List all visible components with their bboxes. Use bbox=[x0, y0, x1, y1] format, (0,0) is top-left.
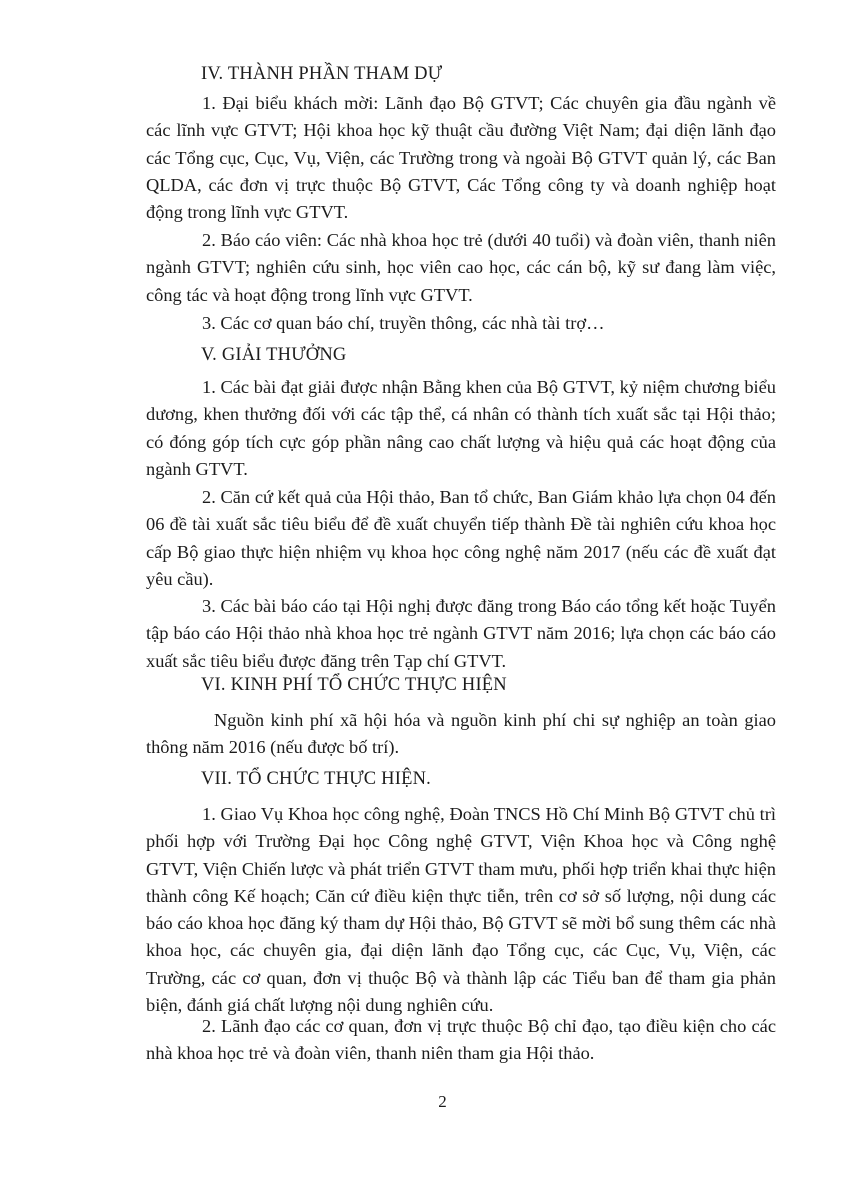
paragraph-iv-1: 1. Đại biểu khách mời: Lãnh đạo Bộ GTVT; Các chuyên gia đầu ngành về các lĩnh vực GTVT; Hội khoa học kỹ thuật cầu đường Việt Nam; đại diện lãnh đạo các Tổng cục, Cục, Vụ, Viện, các Trường trong và ngoài Bộ GTVT quản lý, các Ban QLDA, các đơn vị trực thuộc Bộ GTVT, Các Tổng công ty và doanh nghiệp hoạt động trong lĩnh vực GTVT. bbox=[146, 93, 776, 223]
paragraph-iv-2: 2. Báo cáo viên: Các nhà khoa học trẻ (dưới 40 tuổi) và đoàn viên, thanh niên ngành GTVT; nghiên cứu sinh, học viên cao học, các cán bộ, kỹ sư đang làm việc, công tác và hoạt động trong lĩnh vực GTVT. bbox=[146, 230, 776, 305]
section-heading-iv: IV. THÀNH PHẦN THAM DỰ bbox=[201, 64, 443, 84]
paragraph-vi-1: Nguồn kinh phí xã hội hóa và nguồn kinh phí chi sự nghiệp an toàn giao thông năm 2016 (nếu được bố trí). bbox=[146, 710, 776, 758]
paragraph-v-3: 3. Các bài báo cáo tại Hội nghị được đăng trong Báo cáo tổng kết hoặc Tuyển tập báo cáo Hội thảo nhà khoa học trẻ ngành GTVT năm 2016; lựa chọn các báo cáo xuất sắc tiêu biểu được đăng trên Tạp chí GTVT. bbox=[146, 596, 776, 671]
section-heading-v: V. GIẢI THƯỞNG bbox=[201, 345, 347, 365]
page-number: 2 bbox=[438, 1092, 447, 1111]
section-heading-vi: VI. KINH PHÍ TỔ CHỨC THỰC HIỆN bbox=[201, 675, 507, 695]
section-heading-vii: VII. TỔ CHỨC THỰC HIỆN. bbox=[201, 769, 431, 789]
paragraph-vii-2: 2. Lãnh đạo các cơ quan, đơn vị trực thuộc Bộ chỉ đạo, tạo điều kiện cho các nhà khoa học trẻ và đoàn viên, thanh niên tham gia Hội thảo. bbox=[146, 1016, 776, 1064]
paragraph-v-2: 2. Căn cứ kết quả của Hội thảo, Ban tổ chức, Ban Giám khảo lựa chọn 04 đến 06 đề tài xuất sắc tiêu biểu để đề xuất chuyển tiếp thành Đề tài nghiên cứu khoa học cấp Bộ giao thực hiện nhiệm vụ khoa học công nghệ năm 2017 (nếu các đề xuất đạt yêu cầu). bbox=[146, 487, 776, 589]
paragraph-iv-3: 3. Các cơ quan báo chí, truyền thông, các nhà tài trợ… bbox=[202, 313, 605, 333]
paragraph-v-1: 1. Các bài đạt giải được nhận Bằng khen của Bộ GTVT, kỷ niệm chương biểu dương, khen thưởng đối với các tập thể, cá nhân có thành tích xuất sắc tại Hội thảo; có đóng góp tích cực góp phần nâng cao chất lượng và hiệu quả các hoạt động của ngành GTVT. bbox=[146, 377, 776, 479]
paragraph-vii-1: 1. Giao Vụ Khoa học công nghệ, Đoàn TNCS Hồ Chí Minh Bộ GTVT chủ trì phối hợp với Trường Đại học Công nghệ GTVT, Viện Khoa học và Công nghệ GTVT, Viện Chiến lược và phát triển GTVT tham mưu, phối hợp triển khai thực hiện thành công Kế hoạch; Căn cứ điều kiện thực tiễn, trên cơ sở số lượng, nội dung các báo cáo khoa học đăng ký tham dự Hội thảo, Bộ GTVT sẽ mời bổ sung thêm các nhà khoa học, các chuyên gia, đại diện lãnh đạo Tổng cục, các Cục, Vụ, Viện, các Trường, các cơ quan, đơn vị thuộc Bộ và thành lập các Tiểu ban để tham gia phản biện, đánh giá chất lượng nội dung nghiên cứu. bbox=[146, 804, 776, 1016]
